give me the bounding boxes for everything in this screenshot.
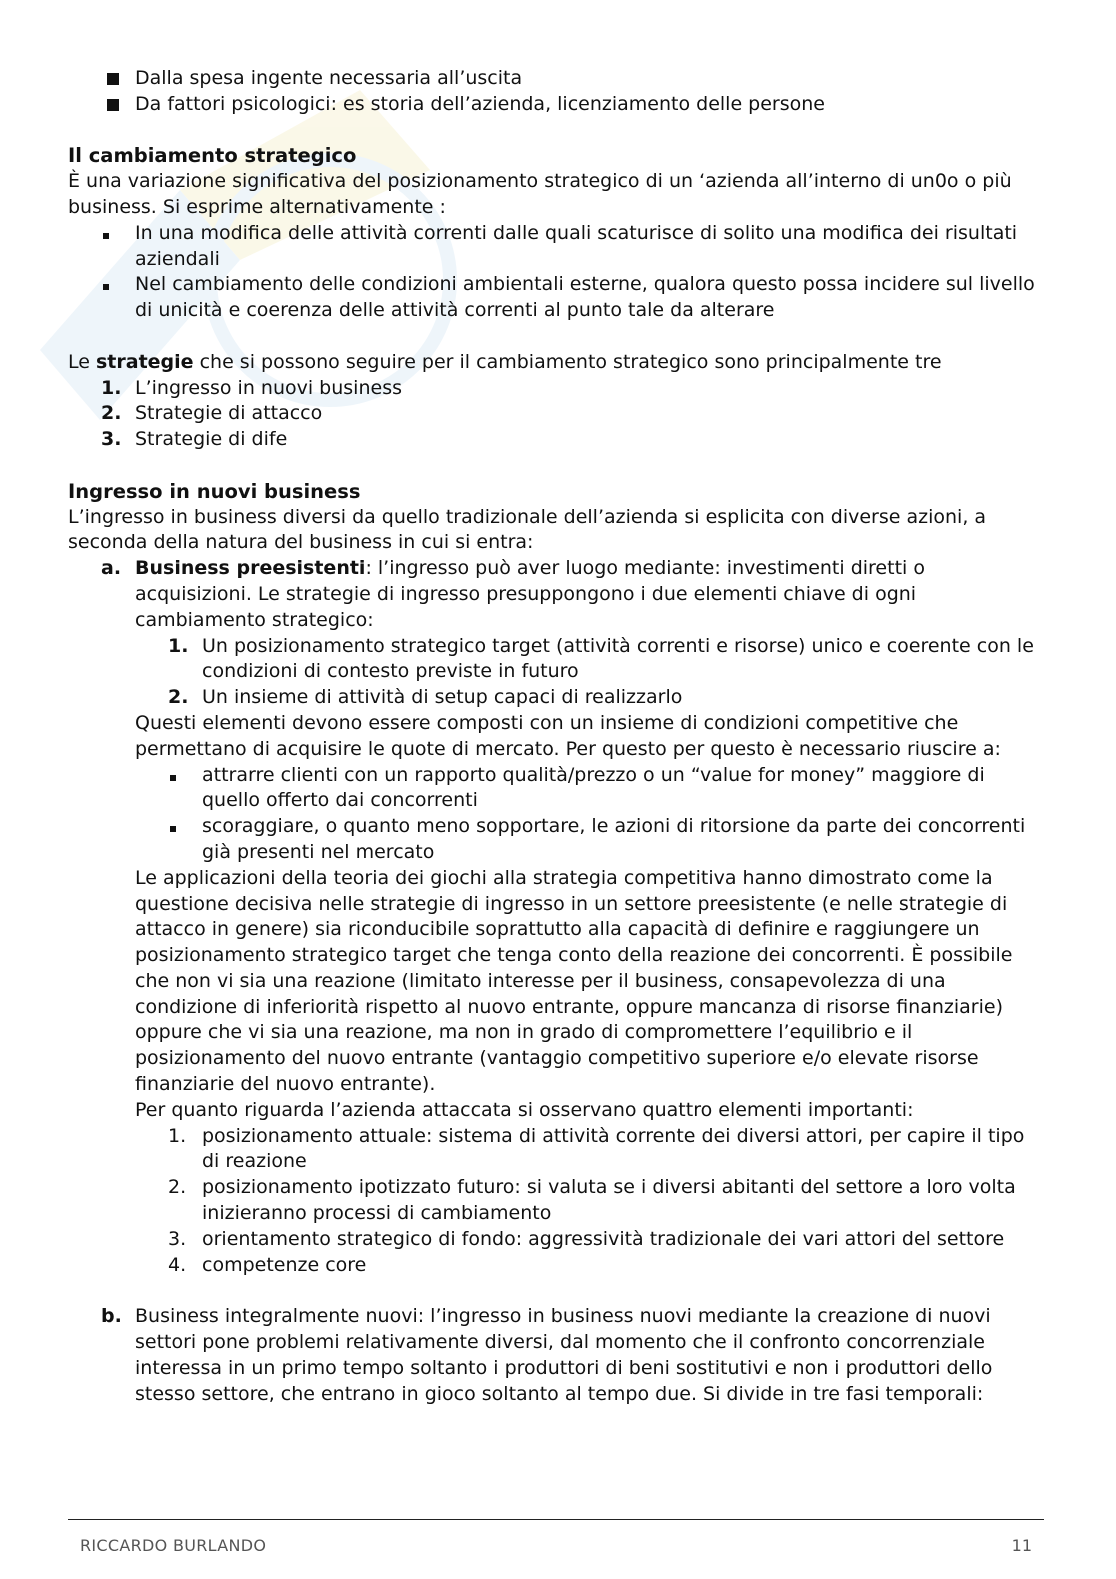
list-item-a: a. Business preesistenti: l’ingresso può aver luogo mediante: investimenti diretti o acquisizioni. Le strategie di ingresso presuppongono i due elementi chiave di ogni cambiamento strategico: (101, 557, 925, 631)
list-item: 1. Un posizionamento strategico target (attività correnti e risorse) unico e coerente con le condizioni di contesto previste in futuro (168, 634, 1034, 683)
list-item: 4. competenze core (168, 1253, 367, 1276)
paragraph: È una variazione significativa del posizionamento strategico di un ‘azienda all’interno di un0o o più business. Si esprime alternativamente : (68, 170, 1012, 218)
paragraph: Le applicazioni della teoria dei giochi alla strategia competitiva hanno dimostrato come la questione decisiva nelle strategie di ingresso in un settore preesistente (e nelle strategie di attacco in genere) sia riconducibile soprattutto alla capacità di definire e raggiungere un posizionamento strategico target che tenga conto della reazione dei concorrenti. È possibile che non vi sia una reazione (limitato interesse per il business, consapevolezza di una condizione di inferiorità rispetto al nuovo entrante, oppure mancanza di risorse finanziarie) oppure che vi sia una reazione, ma non in grado di compromettere l’equilibrio e il posizionamento del nuovo entrante (vantaggio competitivo superiore e/o elevate risorse finanziarie del nuovo entrante). (135, 866, 1013, 1096)
list-item: 2. posizionamento ipotizzato futuro: si valuta se i diversi abitanti del settore a loro volta inizieranno processi di cambiamento (168, 1176, 1016, 1225)
list-item: 2. Un insieme di attività di setup capaci di realizzarlo (168, 686, 683, 709)
footer-author: RICCARDO BURLANDO (80, 1536, 267, 1555)
list-item: 2. Strategie di attacco (101, 402, 323, 425)
list-item: 3. Strategie di dife (101, 428, 288, 451)
list-item: 1. L’ingresso in nuovi business (101, 376, 402, 399)
bullet-list (68, 221, 1046, 324)
list-item: 3. orientamento strategico di fondo: aggressività tradizionale dei vari attori del settore (168, 1227, 1005, 1250)
small-square-bullet-icon (170, 775, 176, 781)
footer-divider (68, 1519, 1044, 1520)
paragraph: Le strategie che si possono seguire per il cambiamento strategico sono principalmente tre (68, 350, 942, 373)
paragraph: L’ingresso in business diversi da quello tradizionale dell’azienda si esplicita con diverse azioni, a seconda della natura del business in cui si entra: (68, 505, 987, 554)
small-square-bullet-icon (170, 826, 176, 832)
square-bullet-icon (107, 73, 119, 85)
list-item: Dalla spesa ingente necessaria all’uscita (68, 66, 1046, 92)
paragraph: Questi elementi devono essere composti con un insieme di condizioni competitive che permettano di acquisire le quote di mercato. Per questo per questo è necessario riuscire a: (135, 711, 1001, 760)
list-item: In una modifica delle attività correnti dalle quali scaturisce di solito una modifica dei risultati aziendali (68, 221, 1046, 273)
list-item: attrarre clienti con un rapporto qualità/prezzo o un “value for money” maggiore di quello offerto dai concorrenti (68, 763, 1046, 815)
list-item-b: b. Business integralmente nuovi: l’ingresso in business nuovi mediante la creazione di nuovi settori pone problemi relativamente diversi, dal momento che il confronto concorrenziale interessa in un primo tempo soltanto i produttori di beni sostitutivi e non i produttori dello stesso settore, che entrano in gioco soltanto al tempo due. Si divide in tre fasi temporali: (101, 1305, 993, 1405)
list-item: scoraggiare, o quanto meno sopportare, le azioni di ritorsione da parte dei concorrenti già presenti nel mercato (68, 814, 1046, 866)
list-item: 1. posizionamento attuale: sistema di attività corrente dei diversi attori, per capire il tipo di reazione (168, 1124, 1025, 1173)
document-page (68, 66, 1046, 1407)
list-item: Da fattori psicologici: es storia dell’azienda, licenziamento delle persone (68, 92, 1046, 118)
numbered-list (68, 376, 1046, 453)
square-bullet-icon (107, 99, 119, 111)
section-heading: Ingresso in nuovi business (68, 479, 361, 503)
small-square-bullet-icon (103, 233, 109, 239)
top-bullet-list (68, 66, 1046, 118)
page-number: 11 (1011, 1536, 1032, 1555)
list-item: Nel cambiamento delle condizioni ambientali esterne, qualora questo possa incidere sul livello di unicità e coerenza delle attività correnti al punto tale da alterare (68, 272, 1046, 324)
small-square-bullet-icon (103, 284, 109, 290)
paragraph: Per quanto riguarda l’azienda attaccata si osservano quattro elementi importanti: (135, 1098, 914, 1121)
section-heading: Il cambiamento strategico (68, 144, 357, 168)
